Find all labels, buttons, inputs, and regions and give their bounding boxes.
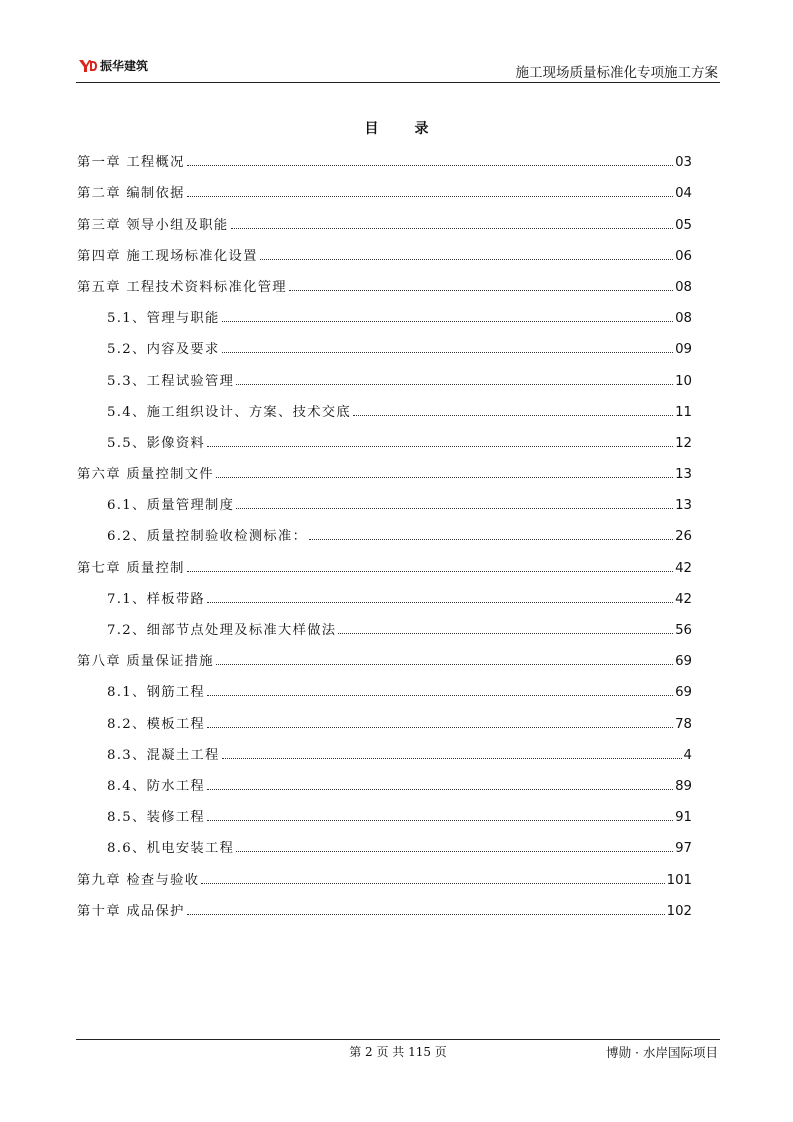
- toc-subsection-entry[interactable]: [77, 767, 692, 798]
- toc-chapter-entry[interactable]: [77, 205, 692, 236]
- dot-leader: [231, 227, 674, 229]
- toc-entry-page: 4: [683, 747, 692, 763]
- toc-entry-page: 08: [675, 311, 692, 327]
- toc-entry-page: 89: [675, 778, 692, 794]
- toc-subsection-entry[interactable]: [77, 361, 692, 392]
- toc-subsection-entry[interactable]: [77, 736, 692, 767]
- toc-entry-page: 78: [675, 716, 692, 732]
- dot-leader: [187, 913, 665, 915]
- toc-chapter-entry[interactable]: [77, 892, 692, 923]
- toc-entry-page: 42: [675, 591, 692, 607]
- dot-leader: [236, 850, 673, 852]
- toc-entry-label: 第五章 工程技术资料标准化管理: [77, 279, 287, 295]
- toc-entry-label: 第三章 领导小组及职能: [77, 217, 229, 233]
- toc-entry-label: 5.4、施工组织设计、方案、技术交底: [107, 404, 351, 420]
- zhenhua-logo-icon: [78, 59, 98, 73]
- toc-entry-page: 42: [675, 560, 692, 576]
- toc-subsection-entry[interactable]: [77, 704, 692, 735]
- dot-leader: [222, 351, 673, 353]
- toc-entry-page: 11: [675, 404, 692, 420]
- toc-chapter-entry[interactable]: [77, 143, 692, 174]
- toc-entry-page: 91: [675, 810, 692, 826]
- toc-entry-label: 6.1、质量管理制度: [107, 498, 235, 514]
- dot-leader: [207, 726, 673, 728]
- dot-leader: [187, 164, 673, 166]
- toc-entry-page: 03: [675, 155, 692, 171]
- logo-text: 振华建筑: [100, 59, 149, 73]
- toc-subsection-entry[interactable]: [77, 829, 692, 860]
- dot-leader: [207, 788, 673, 790]
- toc-entry-label: 5.5、影像资料: [107, 435, 206, 451]
- project-name: 博勋 · 水岸国际项目: [606, 1045, 718, 1060]
- toc-entry-label: 第八章 质量保证措施: [77, 654, 214, 670]
- toc-entry-label: 7.2、细部节点处理及标准大样做法: [107, 623, 337, 638]
- toc-entry-label: 第六章 质量控制文件: [77, 467, 214, 483]
- dot-leader: [222, 757, 682, 759]
- dot-leader: [207, 819, 673, 821]
- page-header: [76, 52, 720, 83]
- page-footer: [76, 1039, 720, 1062]
- toc-entry-label: 8.2、模板工程: [107, 716, 206, 732]
- toc-chapter-entry[interactable]: [77, 455, 692, 486]
- toc-entry-label: 第十章 成品保护: [77, 903, 185, 919]
- toc-entry-label: 第一章 工程概况: [77, 155, 185, 171]
- toc-chapter-entry[interactable]: [77, 268, 692, 299]
- toc-entry-page: 69: [675, 654, 692, 670]
- toc-subsection-entry[interactable]: [77, 330, 692, 361]
- toc-chapter-entry[interactable]: [77, 860, 692, 891]
- document-title: 施工现场质量标准化专项施工方案: [515, 65, 718, 81]
- dot-leader: [260, 258, 673, 260]
- toc-entry-label: 5.1、管理与职能: [107, 311, 220, 327]
- dot-leader: [207, 694, 673, 696]
- toc-entry-label: 7.1、样板带路: [107, 591, 206, 607]
- dot-leader: [187, 570, 673, 572]
- company-logo: [78, 57, 148, 74]
- dot-leader: [207, 601, 673, 603]
- toc-entry-page: 56: [675, 623, 692, 638]
- dot-leader: [289, 289, 673, 291]
- toc-entry-label: 第九章 检查与验收: [77, 872, 200, 888]
- dot-leader: [187, 195, 673, 197]
- toc-entry-page: 09: [675, 342, 692, 358]
- toc-entry-label: 8.3、混凝土工程: [107, 747, 220, 763]
- page-number: 第 2 页 共 115 页: [349, 1045, 447, 1059]
- toc-entry-page: 97: [675, 841, 692, 857]
- toc-entry-page: 26: [675, 529, 692, 545]
- toc-entry-page: 101: [666, 872, 692, 888]
- toc-entry-label: 5.3、工程试验管理: [107, 373, 235, 389]
- toc-chapter-entry[interactable]: [77, 642, 692, 673]
- dot-leader: [222, 320, 673, 322]
- toc-subsection-entry[interactable]: [77, 299, 692, 330]
- dot-leader: [353, 414, 673, 416]
- dot-leader: [236, 383, 673, 385]
- toc-entry-label: 第七章 质量控制: [77, 560, 185, 576]
- toc-entry-label: 8.1、钢筋工程: [107, 685, 206, 701]
- toc-entry-page: 13: [675, 467, 692, 483]
- toc-heading: 目录: [364, 121, 465, 137]
- dot-leader: [309, 538, 673, 540]
- toc-entry-label: 8.5、装修工程: [107, 810, 206, 826]
- dot-leader: [201, 882, 664, 884]
- toc-entry-label: 8.6、机电安装工程: [107, 841, 235, 857]
- toc-entry-label: 第二章 编制依据: [77, 186, 185, 202]
- toc-entry-page: 05: [675, 217, 692, 233]
- toc-entry-page: 04: [675, 186, 692, 202]
- toc-subsection-entry[interactable]: [77, 611, 692, 642]
- toc-subsection-entry[interactable]: [77, 486, 692, 517]
- dot-leader: [216, 663, 673, 665]
- toc-entry-page: 13: [675, 498, 692, 514]
- dot-leader: [207, 445, 673, 447]
- toc-subsection-entry[interactable]: [77, 393, 692, 424]
- toc-entry-page: 06: [675, 248, 692, 264]
- toc-subsection-entry[interactable]: [77, 580, 692, 611]
- toc-entry-label: 8.4、防水工程: [107, 778, 206, 794]
- toc-subsection-entry[interactable]: [77, 517, 692, 548]
- dot-leader: [338, 632, 673, 634]
- toc-subsection-entry[interactable]: [77, 798, 692, 829]
- dot-leader: [216, 476, 673, 478]
- toc-subsection-entry[interactable]: [77, 673, 692, 704]
- toc-chapter-entry[interactable]: [77, 174, 692, 205]
- toc-chapter-entry[interactable]: [77, 237, 692, 268]
- toc-entry-page: 10: [675, 373, 692, 389]
- toc-entry-label: 第四章 施工现场标准化设置: [77, 248, 258, 264]
- toc-entry-page: 69: [675, 685, 692, 701]
- toc-chapter-entry[interactable]: [77, 548, 692, 579]
- table-of-contents: [77, 143, 692, 923]
- toc-entry-page: 08: [675, 279, 692, 295]
- toc-entry-page: 102: [666, 903, 692, 919]
- toc-entry-label: 5.2、内容及要求: [107, 342, 220, 358]
- dot-leader: [236, 507, 673, 509]
- toc-subsection-entry[interactable]: [77, 424, 692, 455]
- toc-entry-page: 12: [675, 435, 692, 451]
- toc-entry-label: 6.2、质量控制验收检测标准：: [107, 529, 308, 545]
